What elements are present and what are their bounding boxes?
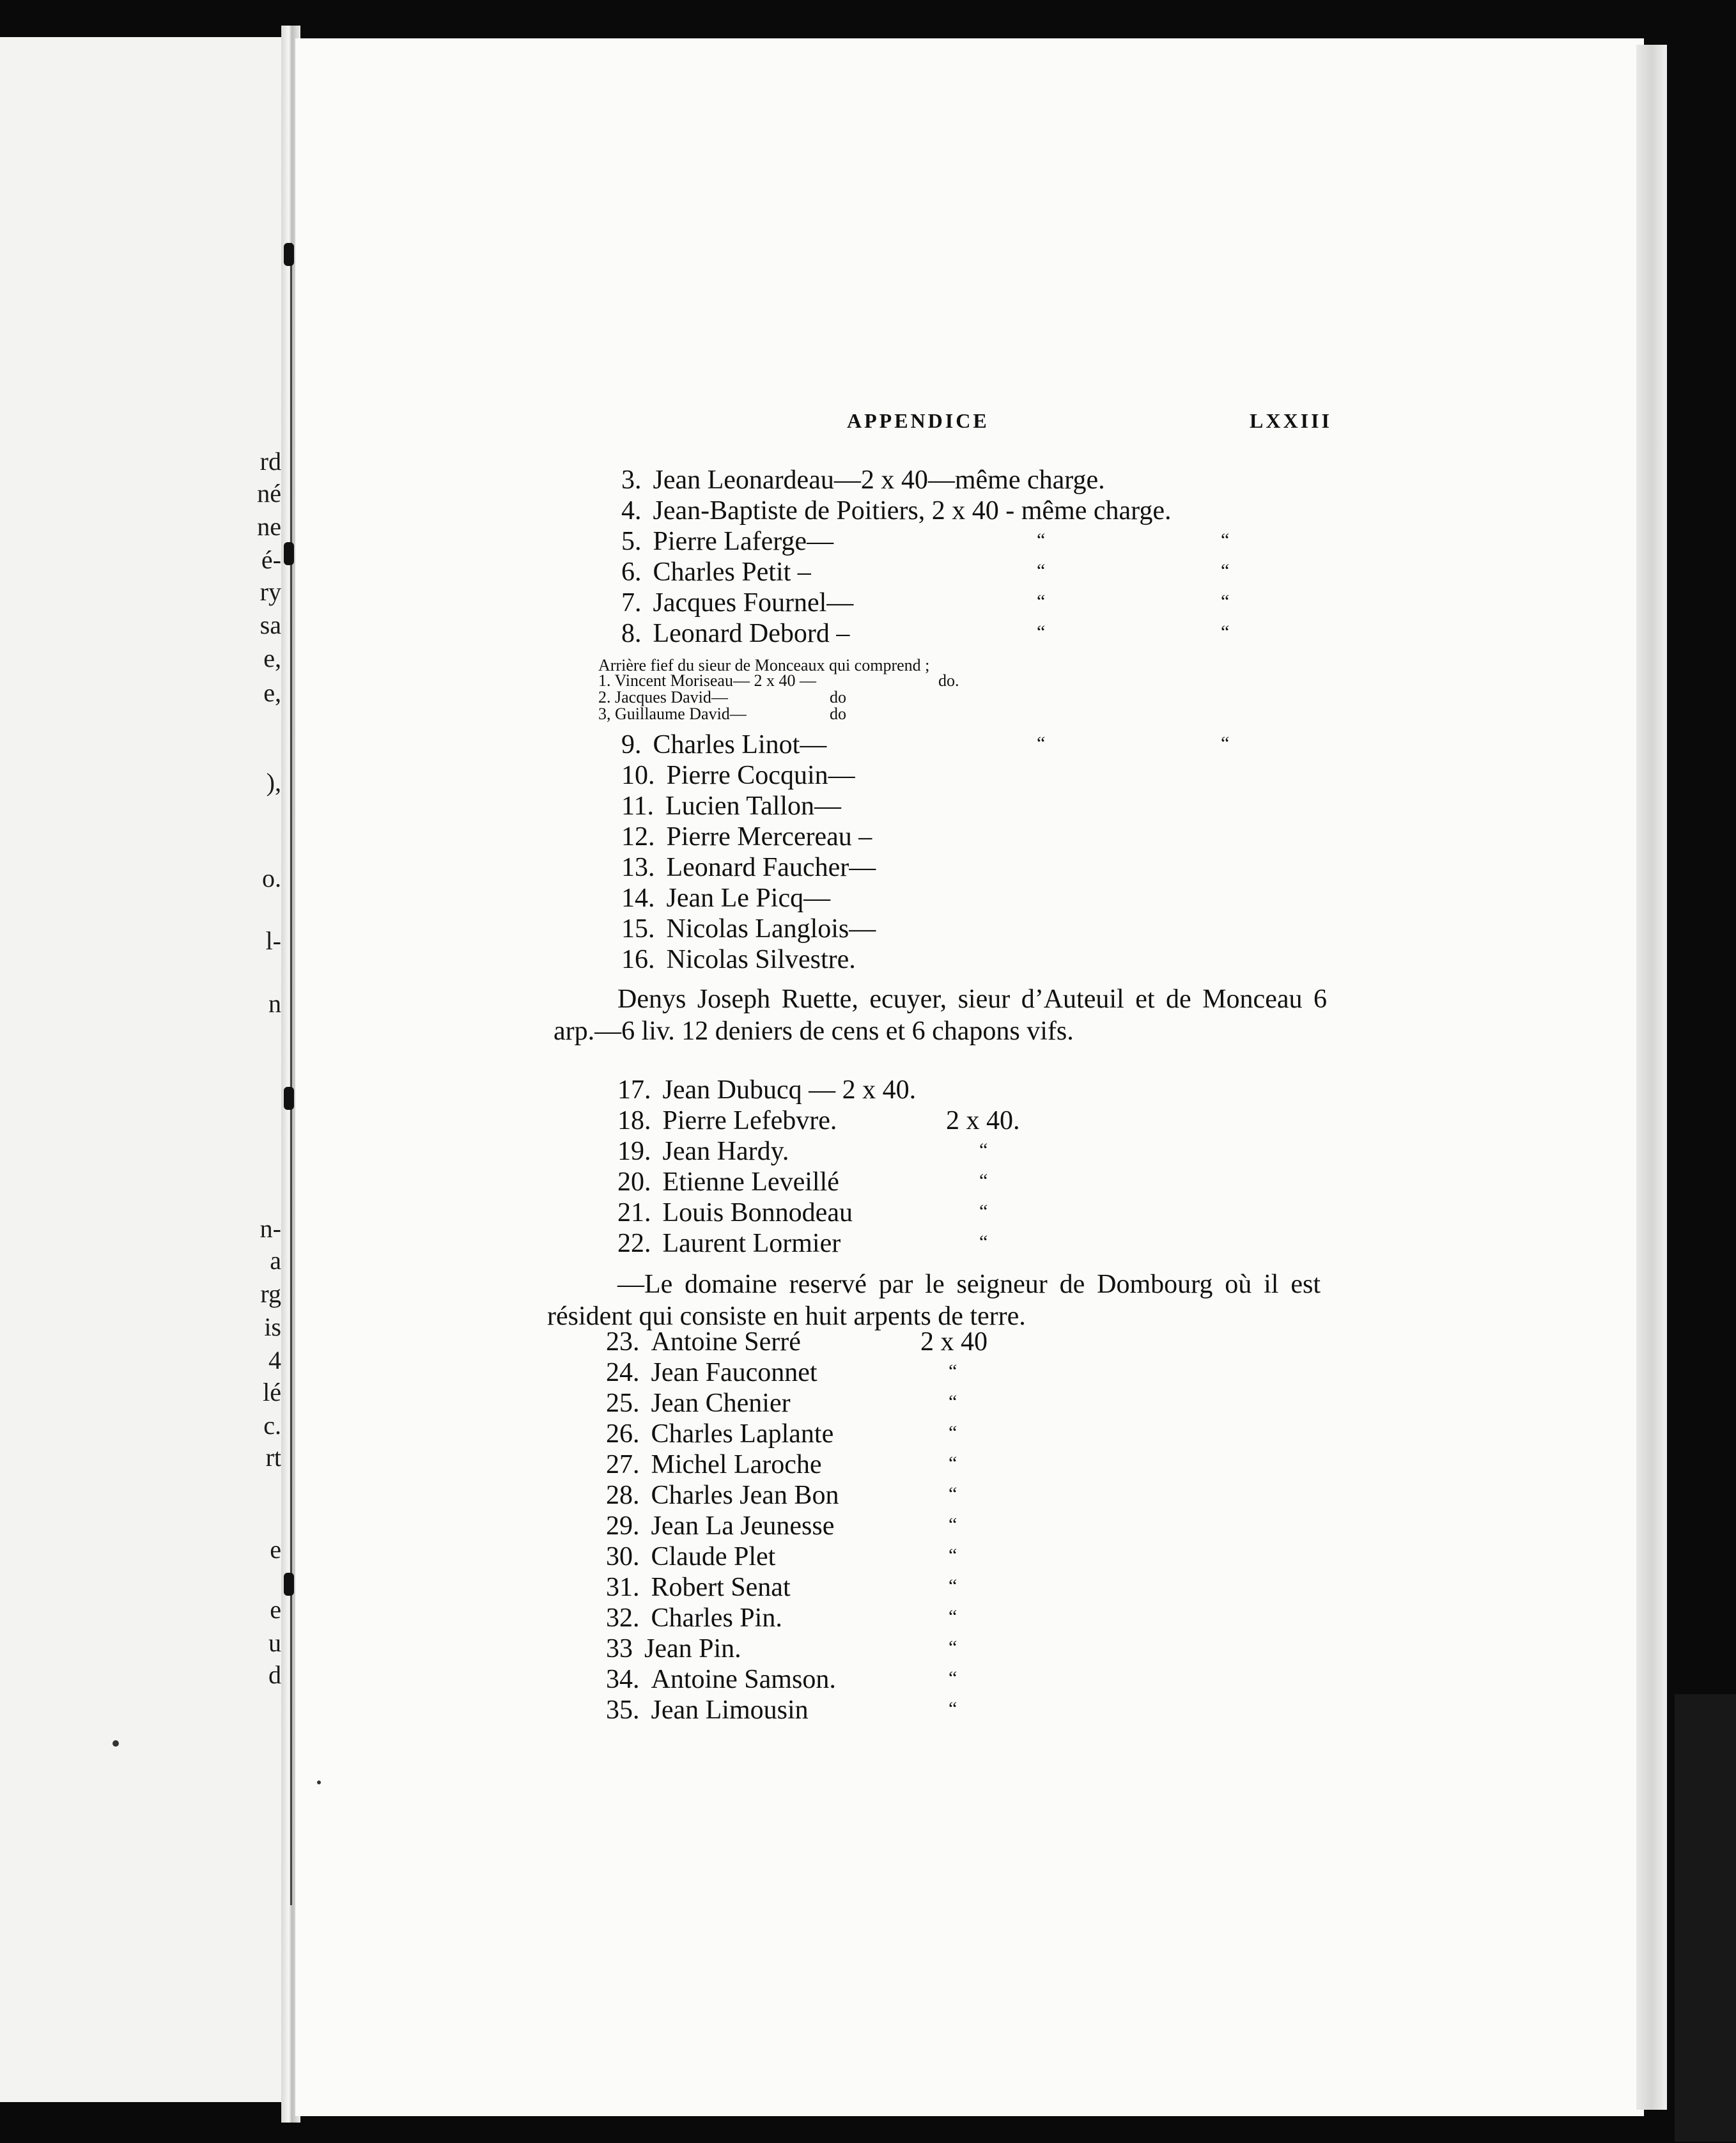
entry-name: Jean Dubucq — 2 x 40.	[662, 1075, 917, 1105]
entry-name: Jean Fauconnet	[651, 1358, 818, 1387]
left-page-fragment: é-	[261, 545, 281, 574]
ditto-mark: “	[949, 1360, 957, 1382]
left-page-fragment: rg	[260, 1279, 281, 1308]
entry-name: Charles Jean Bon	[651, 1481, 839, 1510]
page-number: LXXIII	[1250, 409, 1332, 432]
entry-number: 33	[606, 1634, 633, 1664]
left-page-fragment: ne	[257, 512, 281, 541]
ditto-mark: “	[1037, 621, 1046, 643]
entry-number: 19.	[617, 1137, 651, 1166]
entry-name: Jean Hardy.	[662, 1137, 789, 1166]
entry-line	[621, 467, 1105, 494]
entry-number: 15.	[621, 914, 655, 944]
left-page-fragment: n	[268, 989, 281, 1018]
ditto-mark: “	[949, 1575, 957, 1596]
arriere-fief-item: 3, Guillaume David—	[598, 705, 747, 723]
entry-number: 27.	[606, 1450, 640, 1479]
entry-line	[617, 1199, 853, 1226]
entry-line	[617, 1077, 916, 1103]
entry-line	[606, 1697, 809, 1724]
left-page-fragment: e	[270, 1595, 281, 1624]
entry-number: 25.	[606, 1389, 640, 1418]
document-page	[295, 38, 1644, 2116]
page-edge-shadow	[1636, 45, 1667, 2110]
left-facing-page	[0, 37, 288, 2102]
ditto-mark: “	[979, 1201, 988, 1222]
ditto-mark: “	[949, 1698, 957, 1719]
arriere-fief-ditto: do	[830, 705, 846, 723]
entry-number: 9.	[621, 730, 642, 760]
entry-line	[606, 1605, 782, 1632]
entry-name: Michel Laroche	[651, 1450, 822, 1479]
entry-name: Jean-Baptiste de Poitiers, 2 x 40 - même charge.	[653, 496, 1172, 526]
entry-number: 24.	[606, 1358, 640, 1387]
entry-line	[621, 946, 856, 973]
entry-name: Leonard Debord –	[653, 619, 850, 648]
ditto-mark: “	[1037, 733, 1046, 754]
arriere-fief-ditto: do	[830, 688, 846, 706]
ink-speck	[112, 1740, 119, 1747]
binding-knot	[284, 1573, 294, 1596]
ditto-mark: “	[979, 1139, 988, 1160]
entry-line	[621, 559, 811, 586]
entry-line	[621, 497, 1172, 524]
binding-knot	[284, 542, 294, 565]
ditto-mark: “	[949, 1606, 957, 1627]
entry-extra: 2 x 40	[920, 1327, 988, 1357]
entry-number: 21.	[617, 1198, 651, 1227]
left-page-fragment: a	[270, 1246, 281, 1275]
entry-line	[621, 731, 826, 758]
entry-number: 30.	[606, 1542, 640, 1571]
entry-number: 20.	[617, 1167, 651, 1197]
ink-speck	[317, 1781, 321, 1784]
entry-name: Nicolas Langlois—	[666, 914, 876, 944]
ditto-mark: “	[949, 1483, 957, 1504]
entry-number: 6.	[621, 557, 642, 587]
entry-name: Robert Senat	[651, 1573, 791, 1602]
ditto-mark: “	[1221, 621, 1230, 643]
left-page-fragment: lé	[263, 1378, 281, 1407]
entry-number: 4.	[621, 496, 642, 526]
binding-thread	[290, 243, 292, 1905]
entry-name: Leonard Faucher—	[666, 853, 876, 882]
entry-number: 5.	[621, 527, 642, 556]
binding-knot	[284, 243, 294, 266]
running-header-title: APPENDICE	[847, 409, 989, 432]
arriere-fief-ditto: do.	[938, 671, 959, 690]
entry-line	[606, 1451, 822, 1478]
entry-line	[621, 762, 855, 789]
entry-name: Pierre Cocquin—	[666, 761, 855, 790]
entry-name: Charles Petit –	[653, 557, 811, 587]
entry-name: Pierre Lefebvre.	[662, 1106, 837, 1135]
left-page-fragment: rd	[260, 447, 281, 476]
ditto-mark: “	[949, 1667, 957, 1688]
entry-extra: 2 x 40.	[946, 1106, 1020, 1135]
left-page-fragment: u	[268, 1628, 281, 1657]
entry-name: Charles Laplante	[651, 1419, 834, 1449]
arriere-fief-item: 1. Vincent Moriseau— 2 x 40 —	[598, 671, 816, 690]
entry-name: Jean La Jeunesse	[651, 1511, 835, 1541]
entry-line	[617, 1169, 839, 1196]
entry-name: Claude Plet	[651, 1542, 776, 1571]
entry-name: Lucien Tallon—	[665, 791, 842, 821]
entry-line	[606, 1329, 801, 1355]
entry-line	[621, 916, 876, 942]
entry-line	[606, 1666, 836, 1693]
entry-name: Jean Leonardeau—2 x 40—même charge.	[653, 465, 1105, 495]
entry-name: Antoine Serré	[651, 1327, 801, 1357]
left-page-fragment: e,	[263, 644, 281, 673]
entry-name: Etienne Leveillé	[662, 1167, 839, 1197]
entry-number: 22.	[617, 1229, 651, 1258]
entry-name: Louis Bonnodeau	[662, 1198, 853, 1227]
entry-name: Jean Chenier	[651, 1389, 791, 1418]
entry-number: 31.	[606, 1573, 640, 1602]
entry-number: 7.	[621, 588, 642, 618]
entry-name: Jean Le Picq—	[666, 884, 831, 913]
entry-name: Charles Pin.	[651, 1603, 782, 1633]
entry-number: 8.	[621, 619, 642, 648]
entry-number: 32.	[606, 1603, 640, 1633]
entry-name: Nicolas Silvestre.	[666, 945, 856, 974]
entry-number: 23.	[606, 1327, 640, 1357]
entry-line	[606, 1421, 833, 1447]
entry-number: 12.	[621, 822, 655, 852]
entry-line	[606, 1482, 839, 1509]
ditto-mark: “	[949, 1422, 957, 1443]
entry-number: 10.	[621, 761, 655, 790]
ditto-mark: “	[1037, 591, 1046, 612]
left-page-fragment: ry	[260, 577, 281, 606]
entry-line	[621, 885, 830, 912]
entry-line	[621, 589, 853, 616]
entry-line	[621, 793, 841, 820]
entry-name: Antoine Samson.	[651, 1665, 836, 1694]
entry-line	[606, 1513, 834, 1539]
arriere-fief-heading: Arrière fief du sieur de Monceaux qui comprend ;	[598, 656, 930, 674]
arriere-fief-item: 2. Jacques David—	[598, 688, 728, 706]
ditto-mark: “	[1037, 560, 1046, 581]
paragraph-ruette: Denys Joseph Ruette, ecuyer, sieur d’Auteuil et de Monceau 6 arp.—6 liv. 12 deniers de cens et 6 chapons vifs.	[554, 985, 1327, 1046]
entry-number: 17.	[617, 1075, 651, 1105]
entry-line	[621, 823, 872, 850]
entry-line	[617, 1138, 789, 1165]
ditto-mark: “	[949, 1545, 957, 1566]
entry-number: 26.	[606, 1419, 640, 1449]
ditto-mark: “	[979, 1170, 988, 1191]
entry-number: 14.	[621, 884, 655, 913]
left-page-fragment: n-	[260, 1214, 281, 1243]
left-page-fragment: c.	[263, 1411, 281, 1440]
left-page-fragment: o.	[262, 864, 281, 892]
entry-number: 18.	[617, 1106, 651, 1135]
ditto-mark: “	[1221, 733, 1230, 754]
entry-line	[621, 528, 833, 555]
left-page-fragment: rt	[265, 1443, 281, 1472]
entry-name: Laurent Lormier	[662, 1229, 841, 1258]
left-page-fragment: sa	[260, 611, 281, 639]
ditto-mark: “	[949, 1637, 957, 1658]
entry-line	[606, 1574, 791, 1601]
left-page-fragment: e	[270, 1535, 281, 1564]
entry-line	[606, 1359, 818, 1386]
entry-name: Pierre Mercereau –	[666, 822, 872, 852]
ditto-mark: “	[949, 1391, 957, 1412]
left-page-fragment: 4	[268, 1346, 281, 1375]
entry-name: Jacques Fournel—	[653, 588, 854, 618]
entry-name: Pierre Laferge—	[653, 527, 834, 556]
ditto-mark: “	[1221, 591, 1230, 612]
entry-name: Jean Pin.	[644, 1634, 741, 1664]
entry-number: 29.	[606, 1511, 640, 1541]
entry-line	[621, 854, 876, 881]
entry-number: 13.	[621, 853, 655, 882]
ditto-mark: “	[949, 1453, 957, 1474]
left-page-fragment: l-	[265, 926, 281, 955]
left-page-fragment: d	[268, 1660, 281, 1689]
ditto-mark: “	[979, 1231, 988, 1252]
entry-number: 35.	[606, 1695, 640, 1725]
entry-number: 28.	[606, 1481, 640, 1510]
entry-name: Charles Linot—	[653, 730, 827, 760]
ditto-mark: “	[1037, 529, 1046, 550]
entry-number: 16.	[621, 945, 655, 974]
entry-line	[617, 1107, 837, 1134]
paragraph-domaine: —Le domaine reservé par le seigneur de Dombourg où il est résident qui consiste en huit arpents de terre.	[547, 1270, 1321, 1331]
entry-line	[606, 1543, 775, 1570]
entry-line	[606, 1390, 791, 1417]
entry-name: Jean Limousin	[651, 1695, 809, 1725]
ditto-mark: “	[949, 1514, 957, 1535]
left-page-fragment: né	[257, 479, 281, 508]
ditto-mark: “	[1221, 560, 1230, 581]
scan-shadow	[1675, 1694, 1736, 2142]
entry-line	[621, 620, 849, 647]
left-page-fragment: ),	[266, 768, 281, 797]
entry-line	[617, 1230, 841, 1257]
entry-line	[606, 1635, 741, 1662]
ditto-mark: “	[1221, 529, 1230, 550]
entry-number: 34.	[606, 1665, 640, 1694]
left-page-fragment: is	[264, 1313, 281, 1341]
entry-number: 3.	[621, 465, 642, 495]
binding-knot	[284, 1087, 294, 1110]
left-page-fragment: e,	[263, 678, 281, 707]
entry-number: 11.	[621, 791, 654, 821]
